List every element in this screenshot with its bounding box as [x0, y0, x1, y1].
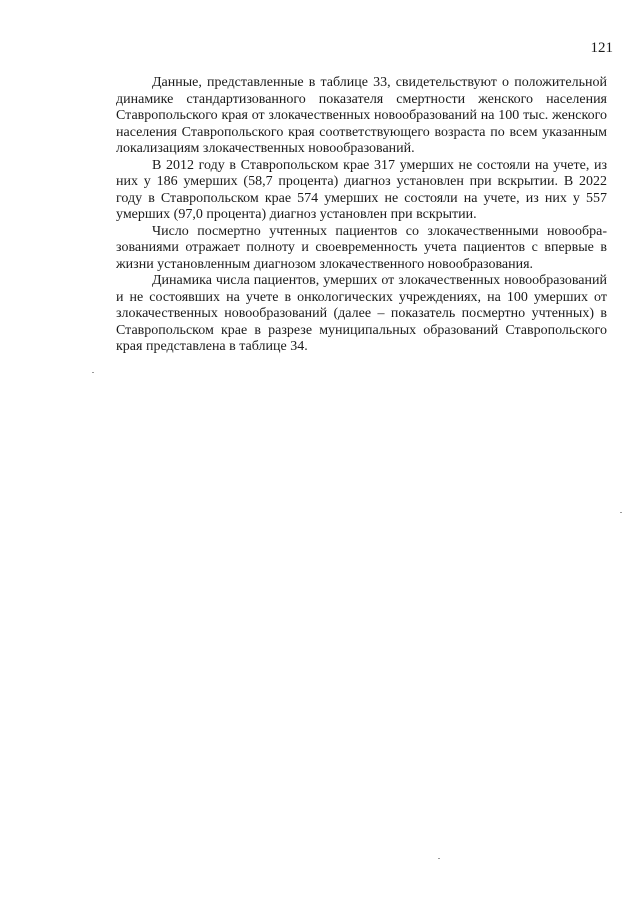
- paragraph-3: Число посмертно учтенных пациентов со злокачественными новообразованиями отражает полноту и своевременность учета пациентов с впервые в жизни установленным диагнозом злокачественного новообразования.: [116, 223, 607, 272]
- body-text: [116, 75, 607, 356]
- paragraph-2: В 2012 году в Ставропольском крае 317 умерших не состояли на учете, из них у 186 умерших (58,7 процента) диагноз установлен при вскрытии. В 2022 году в Ставропольском крае 574 умерших не состояли на учете, из них у 557 умерших (97,0 процента) диагноз установлен при вскрытии.: [116, 157, 607, 222]
- scan-speck: [620, 512, 622, 513]
- scan-speck: [92, 372, 94, 373]
- scan-speck: [438, 858, 440, 859]
- paragraph-1: Данные, представленные в таблице 33, свидетельствуют о положительной динамике стандартизованного показателя смертности женского населения Ставропольского края от злокачественных новообразований на 100 тыс. женского населения Ставропольского края соответствующего возраста по всем указанным локализациям злокачественных новообразований.: [116, 75, 607, 156]
- paragraph-4: Динамика числа пациентов, умерших от злокачественных новообразований и не состоявших на учете в онкологических учреждениях, на 100 умерших от злокачественных новообразований (далее – показатель посмертно учтенных) в Ставропольском крае в разрезе муниципальных образований Ставропольского края представлена в таблице 34.: [116, 273, 607, 354]
- page-number: 121: [590, 40, 613, 56]
